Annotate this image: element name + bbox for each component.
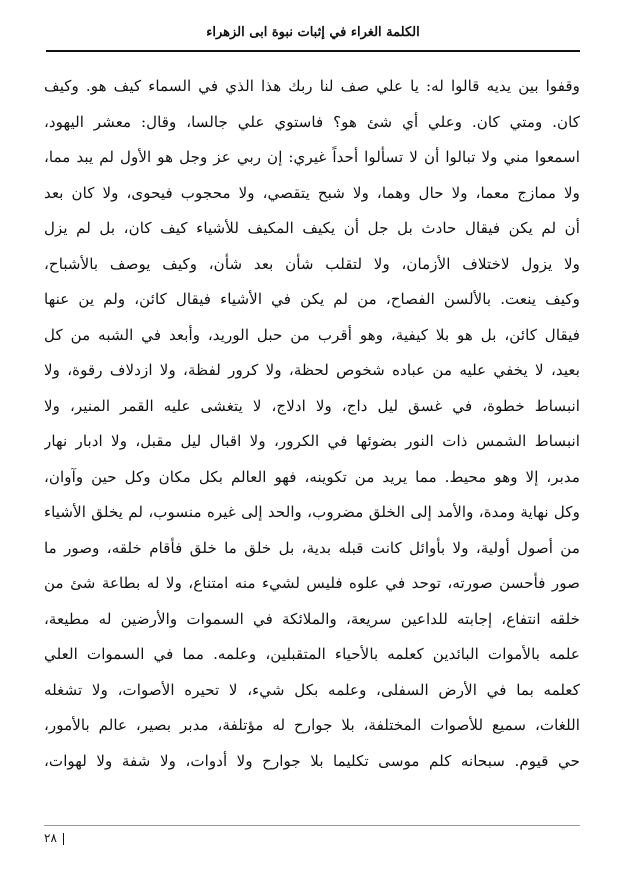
text-line: خلقه انتفاع، إجابته للداعين سريعة، والملائكة في السموات والأرضين له مطيعة،: [44, 609, 580, 628]
text-line: حي قيوم. سبحانه كلم موسى تكليما بلا جوارح ولا أدوات، ولا شفة ولا لهوات،: [44, 751, 580, 770]
text-line: كان. ومتي كان. وعلي أي شئ هو؟ فاستوي علي جالسا، وقال: معشر اليهود،: [44, 112, 580, 131]
page-number: [44, 829, 64, 847]
text-line: اسمعوا مني ولا تبالوا أن لا تسألوا أحداً غيري: إن ربي عز وجل هو الأول لم يبد مما،: [44, 148, 580, 166]
text-line: صور فأحسن صورته، توحد في علوه فليس لشيء منه امتناع، ولا له بطاعة شئ من: [44, 574, 580, 592]
text-line: اللغات، سميع للأصوات المختلفة، بلا جوارح له مؤتلفة، مدبر بصير، عالم بالأمور،: [44, 716, 580, 734]
text-line: وكيف ينعت. بالألسن الفصاح، من لم يكن في الأشياء فيقال كائن، ولم ين عنها: [44, 290, 580, 308]
text-line: بعيد، لا يخفي عليه من عباده شخوص لحظة، ولا كرور لفظة، ولا ازدلاف رقوة، ولا: [44, 361, 580, 379]
text-line: وقفوا بين يديه قالوا له: يا علي صف لنا ربك هذا الذي في السماء كيف هو. وكيف: [44, 77, 580, 95]
text-line: ولا ممازج معما، ولا حال وهما، ولا شبح يتقصي، ولا محجوب فيحوى، ولا كان بعد: [44, 183, 580, 202]
text-line: انبساط الشمس ذات النور بضوئها في الكرور، ولا اقبال ليل مقبل، ولا ادبار نهار: [44, 432, 580, 450]
text-line: وكل نهاية ومدة، والأمد إلى الخلق مضروب، والحد إلى غيره منسوب، لم يخلق الأشياء: [44, 503, 580, 521]
running-header-title: الكلمة الغراء في إثبات نبوة ابى الزهراء: [206, 25, 420, 40]
page-number-text: ٢٨: [44, 831, 57, 845]
text-line: فيقال كائن، بل هو بلا كيفية، وهو أقرب من حبل الوريد، وأبعد في الشبه من كل: [44, 325, 580, 344]
footer-rule: [44, 825, 580, 826]
header-rule: [46, 50, 580, 52]
body-text: [44, 69, 580, 779]
text-line: من أصول أولية، ولا بأوائل كانت قبله بدية، بل خلق ما خلق فأقام خلقه، وصور ما: [44, 538, 580, 557]
text-line: انبساط خطوة، في غسق ليل داج، ولا ادلاج، لا يتغشى عليه القمر المنير، ولا: [44, 396, 580, 415]
text-line: مدبر، إلا وهو محيط. مما يريد من تكوينه، فهو العالم بكل مكان وكل حين وآوان،: [44, 467, 580, 486]
page-number-separator: [63, 833, 64, 845]
text-line: ولا يزول لاختلاف الأزمان، ولا لتقلب شأن بعد شأن، وكيف يوصف بالأشباح،: [44, 254, 580, 273]
text-line: كعلمه بما في الأرض السفلى، وعلمه بكل شيء، لا تحيره الأصوات، ولا تشغله: [44, 680, 580, 699]
text-line: أن لم يكن فيقال حادث بل جل أن يكيف المكيف للأشياء كيف كان، بل لم يزل: [44, 219, 580, 237]
text-line: علمه بالأموات البائدين كعلمه بالأحياء المتقبلين، وعلمه. مما في السموات العلي: [44, 645, 580, 663]
